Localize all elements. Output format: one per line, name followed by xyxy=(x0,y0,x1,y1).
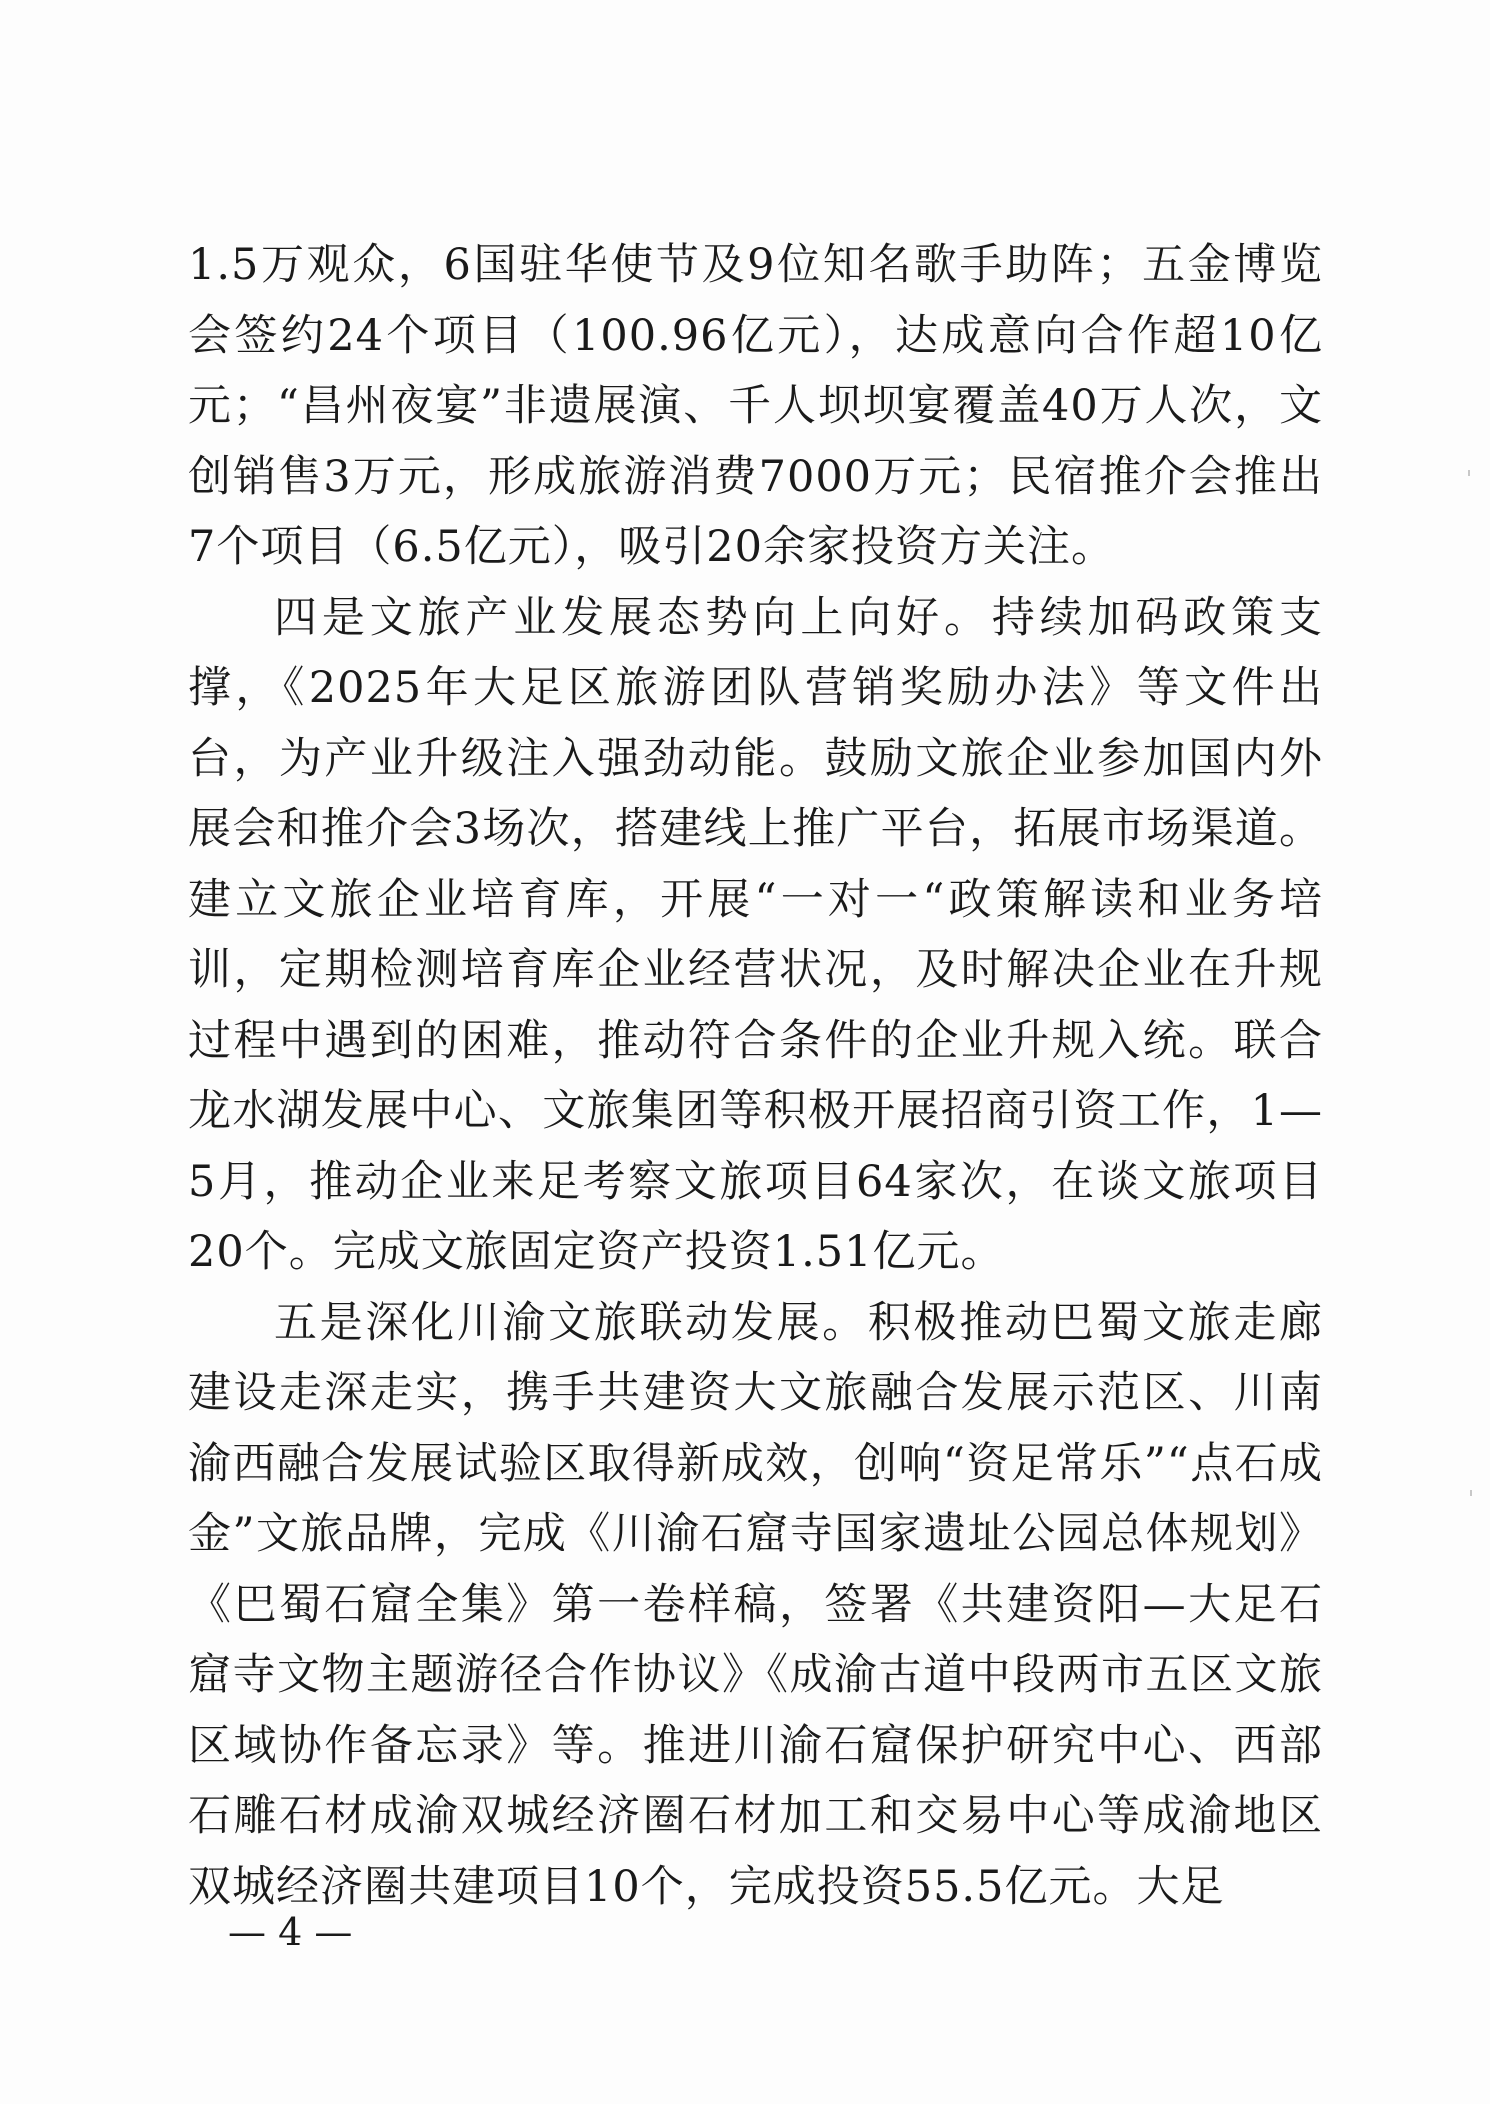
document-body xyxy=(188,230,1323,1922)
scan-edge-mark xyxy=(1470,1490,1472,1496)
paragraph-section-five: 五是深化川渝文旅联动发展。积极推动巴蜀文旅走廊建设走深走实，携手共建资大文旅融合发展示范区、川南渝西融合发展试验区取得新成效，创响“资足常乐”“点石成金”文旅品牌，完成《川渝石窟寺国家遗址公园总体规划》《巴蜀石窟全集》第一卷样稿，签署《共建资阳—大足石窟寺文物主题游径合作协议》《成渝古道中段两市五区文旅区域协作备忘录》等。推进川渝石窟保护研究中心、西部石雕石材成渝双城经济圈石材加工和交易中心等成渝地区双城经济圈共建项目10个，完成投资55.5亿元。大足 xyxy=(188,1297,1323,1912)
page-number: — 4 — xyxy=(228,1910,353,1954)
paragraph-continuation: 1.5万观众，6国驻华使节及9位知名歌手助阵；五金博览会签约24个项目（100.96亿元），达成意向合作超10亿元；“昌州夜宴”非遗展演、千人坝坝宴覆盖40万人次，文创销售3万元，形成旅游消费7000万元；民宿推介会推出7个项目（6.5亿元），吸引20余家投资方关注。 xyxy=(188,240,1323,572)
paragraph-section-four: 四是文旅产业发展态势向上向好。持续加码政策支撑，《2025年大足区旅游团队营销奖励办法》等文件出台，为产业升级注入强劲动能。鼓励文旅企业参加国内外展会和推介会3场次，搭建线上推广平台，拓展市场渠道。建立文旅企业培育库，开展“一对一“政策解读和业务培训，定期检测培育库企业经营状况，及时解决企业在升规过程中遇到的困难，推动符合条件的企业升规入统。联合龙水湖发展中心、文旅集团等积极开展招商引资工作，1—5月，推动企业来足考察文旅项目64家次，在谈文旅项目20个。完成文旅固定资产投资1.51亿元。 xyxy=(188,592,1323,1277)
scan-edge-mark xyxy=(1468,470,1470,476)
